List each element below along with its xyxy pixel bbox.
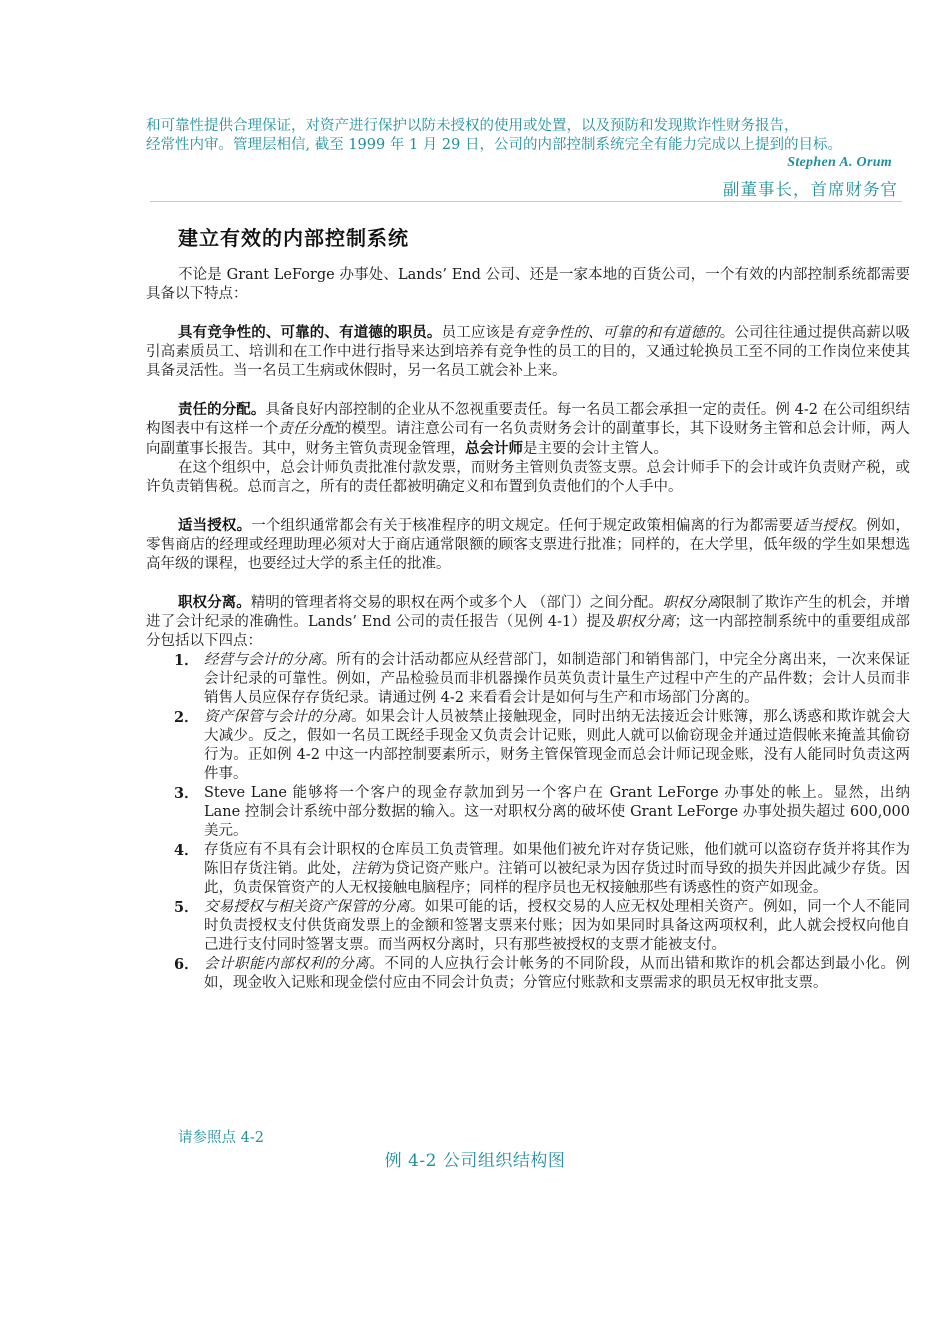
text-run: 一个组织通常都会有关于核准程序的明文规定。任何于规定政策相偏离的行为都需要	[251, 518, 794, 534]
emphasis-run: 经营与会计的分离	[204, 652, 322, 668]
numbered-list	[146, 651, 910, 993]
emphasis-run: 职权分离	[662, 595, 721, 611]
text-run: ；这一内部控制系统中的重要组成部分包括以下四点：	[146, 614, 911, 649]
text-run: Steve Lane 能够将一个客户的现金存款加到另一个客户在 Grant LeForge 办事处的帐上。显然，出纳 Lane 控制会计系统中部分数据的输入。这一对职权分离的破坏使 Grant LeForge 办事处损失超过 600,000 美元。	[204, 785, 910, 839]
text-run: 是主要的会计主管人。	[523, 441, 668, 457]
text-run: 具备良好内部控制的企业从不忽视重要责任。每一名员工都会承担一定的责任。例 4-2 在公司组织结构图表中有这样一个	[146, 402, 910, 437]
text-run: 为贷记资产账户。注销可以被纪录为因存货过时而导致的损失并因此减少存货。因此，负责保管资产的人无权接触电脑程序；同样的程序员也无权接触那些有诱惑性的资产如现金。	[204, 861, 911, 896]
emphasis-run: 注销	[351, 861, 381, 877]
figure-caption: 例 4-2 公司组织结构图	[384, 1151, 566, 1171]
list-number: 4．	[174, 842, 199, 859]
text-run: 。例如，零售商店的经理或经理助理必须对大于商店通常限额的顾客支票进行批准；同样的，在大学里，低年级的学生如果想选高年级的课程，也要经过大学的系主任的批准。	[146, 518, 911, 572]
list-item	[146, 841, 910, 898]
text-run: 。不同的人应执行会计帐务的不同阶段，从而出错和欺诈的机会都达到最小化。例如，现金收入记账和现金偿付应由不同会计负责；分管应付账款和支票需求的职员无权审批支票。	[204, 956, 910, 991]
bold-run: 总会计师	[465, 440, 523, 457]
paragraph-responsibility	[146, 400, 910, 459]
paragraph-authorization-title: 适当授权。	[178, 517, 252, 534]
list-item	[146, 898, 910, 955]
list-number: 2．	[174, 709, 199, 726]
emphasis-run: 职权分离	[615, 614, 675, 630]
signature-name: Stephen A. Orum	[787, 155, 892, 170]
text-run: 。所有的会计活动都应从经营部门，如制造部门和销售部门，中完全分离出来，一次来保证会计纪录的可靠性。例如，产品检验员而非机器操作员英负责计量生产过程中产生的产品件数；会计人员而非销售人员应保存存货纪录。请通过例 4-2 来看看会计是如何与生产和市场部门分离的。	[204, 652, 910, 706]
text-run: 存货应有不具有会计职权的仓库员工负责管理。如果他们被允许对存货记账，他们就可以盗窃存货并将其作为陈旧存货注销。此处，	[204, 842, 910, 877]
paragraph-separation-title: 职权分离。	[178, 594, 251, 611]
list-number: 6．	[174, 956, 199, 973]
list-number: 5．	[174, 899, 199, 916]
emphasis-run: 适当授权	[793, 518, 852, 534]
list-item	[146, 784, 910, 841]
signature-title: 副董事长，首席财务官	[723, 180, 898, 199]
section-heading: 建立有效的内部控制系统	[178, 226, 409, 250]
list-item	[146, 708, 910, 784]
paragraph-responsibility-title: 责任的分配。	[178, 401, 266, 418]
emphasis-run: 会计职能内部权利的分离	[204, 956, 370, 972]
text-run: 。如果会计人员被禁止接触现金，同时出纳无法接近会计账簿，那么诱惑和欺诈就会大大减少。反之，假如一名员工既经手现金又负责会计记账，则此人就可以偷窃现金并通过造假帐来掩盖其偷窃行为。正如例 4-2 中这一内部控制要素所示，财务主管保管现金而总会计师记现金账，没有人能同时负责这两件事。	[204, 709, 911, 782]
paragraph-staff	[146, 323, 910, 381]
list-number: 3．	[174, 785, 199, 802]
text-run: 的模型。请注意公司有一名负责财务会计的副董事长，其下设财务主管和总会计师，两人向副董事长报告。其中，财务主管负责现金管理，	[146, 421, 911, 457]
text-run: 员工应该是	[441, 325, 515, 341]
paragraph-authorization	[146, 516, 910, 574]
list-number: 1．	[174, 652, 199, 669]
emphasis-run: 有竞争性的、可靠的和有道德的	[514, 325, 720, 341]
intro-paragraph	[146, 117, 916, 155]
intro-line-2: 经常性内审。管理层相信, 截至 1999 年 1 月 29 日，公司的内部控制系统完全有能力完成以上提到的目标。	[146, 137, 842, 153]
list-item	[146, 651, 910, 708]
intro-line-1: 和可靠性提供合理保证，对资产进行保护以防未授权的使用或处置，以及预防和发现欺诈性财务报告，	[146, 118, 799, 134]
body-text	[146, 266, 910, 993]
text-run: 。公司往往通过提供高薪以吸引高素质员工、培训和在工作中进行指导来达到培养有竞争性的员工的目的，又通过轮换员工至不同的工作岗位来使其具备灵活性。当一名员工生病或休假时，另一名员工就会补上来。	[146, 325, 911, 379]
intro-paragraph-body: 不论是 Grant LeForge 办事处、Lands’ End 公司、还是一家本地的百货公司，一个有效的内部控制系统都需要具备以下特点：	[146, 267, 910, 302]
emphasis-run: 资产保管与会计的分离	[204, 709, 352, 725]
divider-line	[150, 201, 902, 202]
text-run: 。如果可能的话，授权交易的人应无权处理相关资产。例如，同一个人不能同时负责授权支付供货商发票上的金额和签署支票来付账；因为如果同时具备这两项权利，此人就会授权向他自己进行支付同时签署支票。而当两权分离时，只有那些被授权的支票才能被支付。	[204, 899, 911, 953]
emphasis-run: 责任分配	[278, 421, 338, 437]
text-run: 限制了欺诈产生的机会，并增进了会计纪录的准确性。Lands’ End 公司的责任报告（见例 4-1）提及	[146, 595, 911, 630]
list-item	[146, 955, 910, 993]
paragraph-separation	[146, 593, 910, 651]
paragraph-responsibility-2: 在这个组织中，总会计师负责批准付款发票，而财务主管则负责签支票。总会计师手下的会计或许负责财产税，或许负责销售税。总而言之，所有的责任都被明确定义和布置到负责他们的个人手中。	[146, 460, 910, 495]
text-run: 精明的管理者将交易的职权在两个或多个人 （部门）之间分配。	[250, 595, 663, 611]
reference-link[interactable]: 请参照点 4-2	[178, 1130, 264, 1146]
emphasis-run: 交易授权与相关资产保管的分离	[204, 899, 410, 915]
paragraph-staff-title: 具有竞争性的、可靠的、有道德的职员。	[178, 324, 442, 341]
